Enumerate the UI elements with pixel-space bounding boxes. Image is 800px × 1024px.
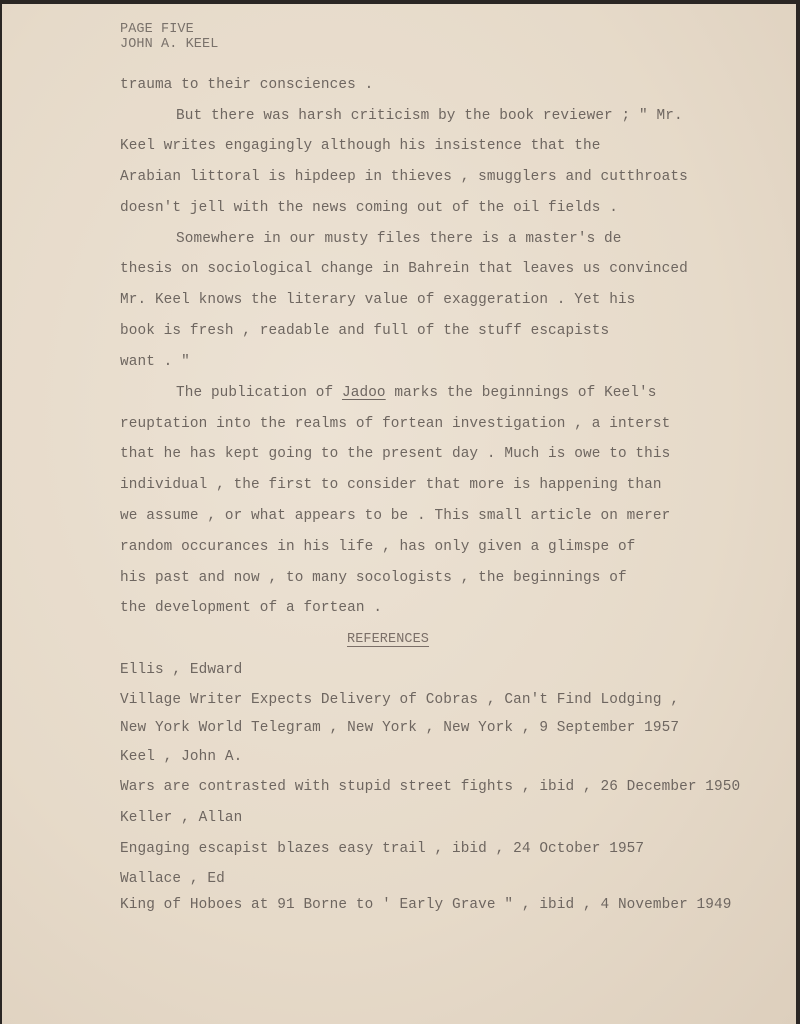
- body-line: doesn't jell with the news coming out of the oil fields .: [120, 200, 618, 216]
- body-line: that he has kept going to the present day . Much is owe to this: [120, 446, 671, 462]
- reference-author: Ellis , Edward: [120, 662, 243, 678]
- body-line: Keel writes engagingly although his insistence that the: [120, 138, 601, 154]
- text: marks the beginnings of Keel's: [385, 385, 657, 401]
- body-line: the development of a fortean .: [120, 600, 383, 616]
- text: The publication of: [176, 385, 342, 401]
- body-line: his past and now , to many socologists , the beginnings of: [120, 570, 627, 586]
- body-line: But there was harsh criticism by the book reviewer ; " Mr.: [176, 108, 683, 124]
- body-line: trauma to their consciences .: [120, 77, 374, 93]
- references-heading: REFERENCES: [347, 632, 430, 647]
- body-line: Mr. Keel knows the literary value of exaggeration . Yet his: [120, 292, 636, 308]
- reference-author: Keller , Allan: [120, 810, 243, 826]
- reference-title: King of Hoboes at 91 Borne to ' Early Grave " , ibid , 4 November 1949: [120, 897, 732, 913]
- body-line: [176, 385, 656, 401]
- page-number: PAGE FIVE: [120, 22, 194, 37]
- author-header: JOHN A. KEEL: [120, 37, 219, 52]
- body-line: random occurances in his life , has only given a glimspe of: [120, 539, 636, 555]
- body-line: thesis on sociological change in Bahrein that leaves us convinced: [120, 261, 688, 277]
- reference-author: Wallace , Ed: [120, 871, 225, 887]
- body-line: individual , the first to consider that more is happening than: [120, 477, 662, 493]
- body-line: reuptation into the realms of fortean investigation , a interst: [120, 416, 671, 432]
- reference-title: Engaging escapist blazes easy trail , ibid , 24 October 1957: [120, 841, 645, 857]
- typed-page: [2, 4, 796, 1024]
- reference-title: Wars are contrasted with stupid street fights , ibid , 26 December 1950: [120, 779, 741, 795]
- body-line: want . ": [120, 354, 190, 370]
- book-title: Jadoo: [341, 385, 386, 401]
- body-line: Arabian littoral is hipdeep in thieves , smugglers and cutthroats: [120, 169, 688, 185]
- body-line: book is fresh , readable and full of the stuff escapists: [120, 323, 610, 339]
- reference-author: Keel , John A.: [120, 749, 243, 765]
- body-line: we assume , or what appears to be . This small article on merer: [120, 508, 671, 524]
- reference-title: Village Writer Expects Delivery of Cobras , Can't Find Lodging ,: [120, 692, 680, 708]
- body-line: Somewhere in our musty files there is a master's de: [176, 231, 622, 247]
- reference-source: New York World Telegram , New York , New York , 9 September 1957: [120, 720, 680, 736]
